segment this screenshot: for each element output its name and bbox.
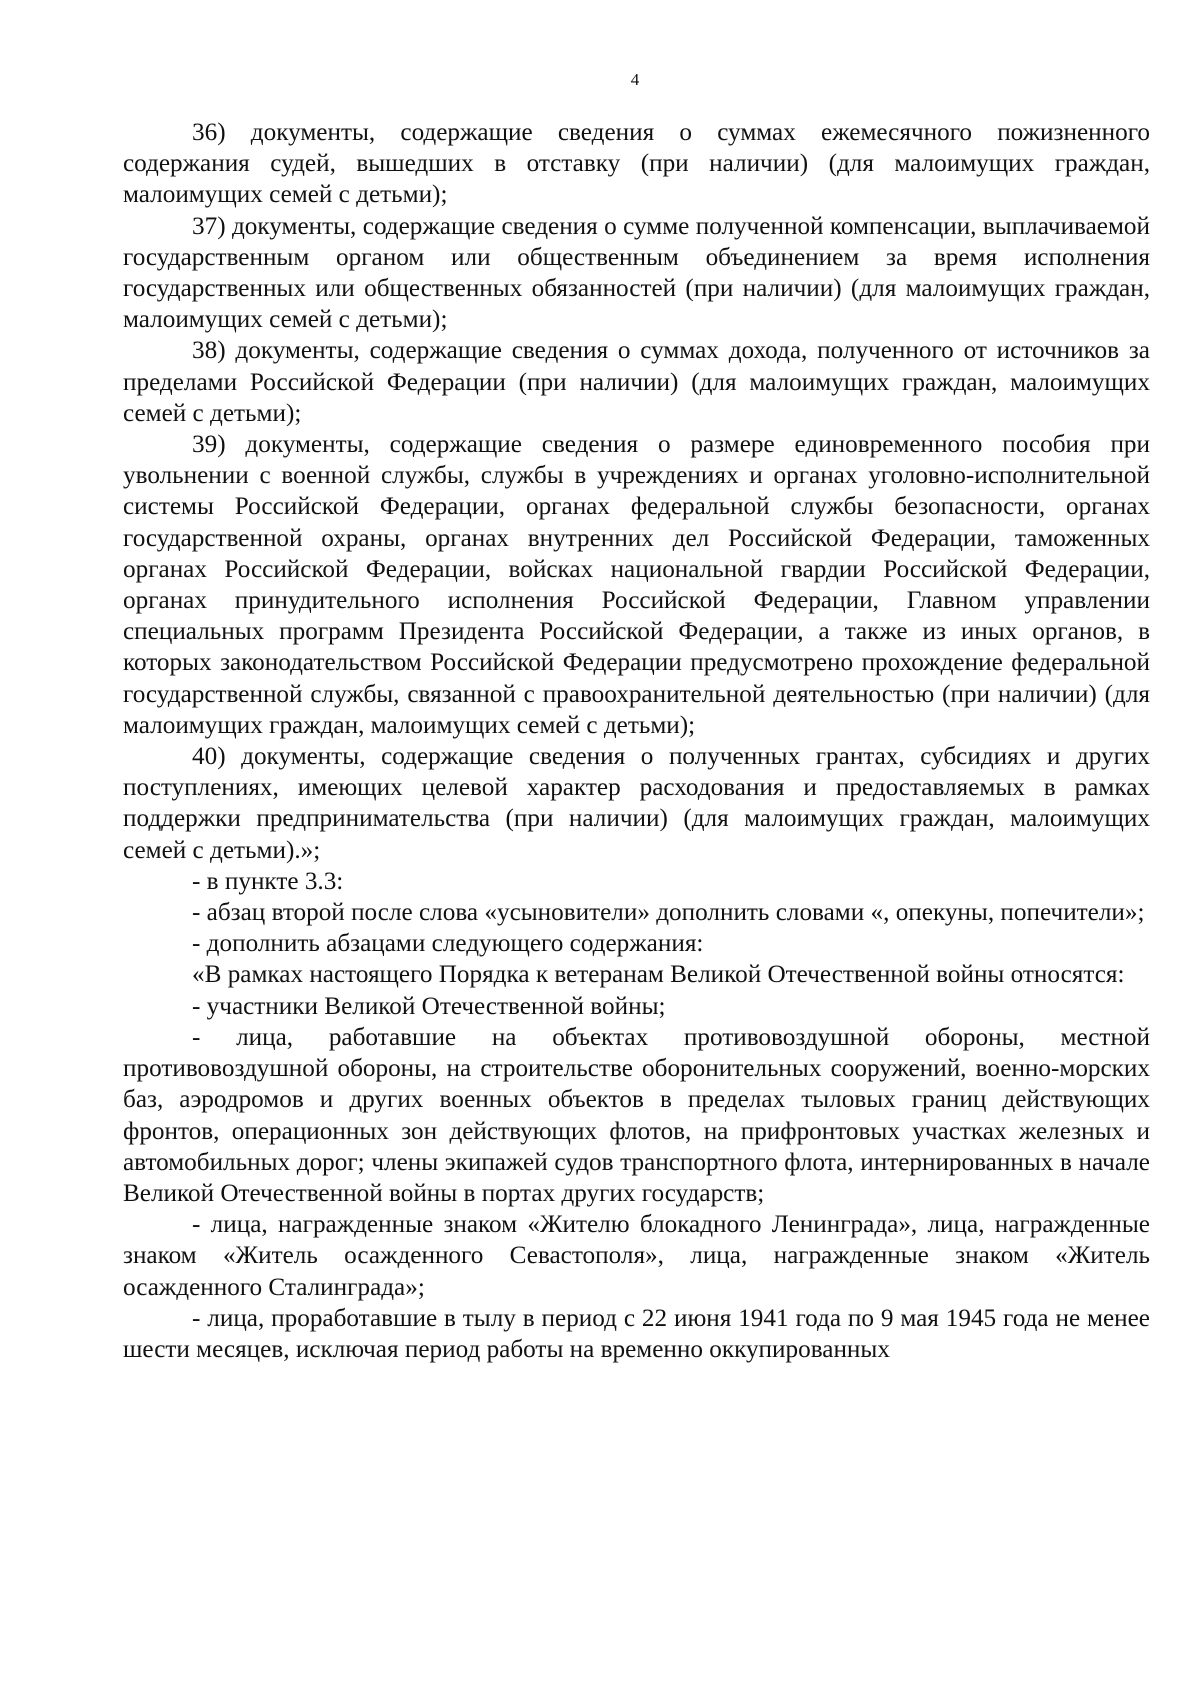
paragraph-veterans-intro: «В рамках настоящего Порядка к ветеранам Великой Отечественной войны относятся: — [192, 961, 1125, 989]
page-number: 4 — [630, 70, 640, 89]
paragraph-participants: - участники Великой Отечественной войны; — [192, 992, 666, 1020]
paragraph-badge-holders: - лица, награжденные знаком «Жителю блокадного Ленинграда», лица, награжденные знаком «Житель осажденного Севастополя», лица, награжденные знаком «Житель осажденного Сталинграда»; — [123, 1211, 1150, 1301]
paragraph-second-abzac: - абзац второй после слова «усыновители» дополнить словами «, опекуны, попечители»; — [192, 899, 1145, 927]
paragraph-add-abzacs: - дополнить абзацами следующего содержания: — [192, 930, 704, 958]
paragraph-point-3-3: - в пункте 3.3: — [192, 867, 344, 895]
paragraph-39: 39) документы, содержащие сведения о размере единовременного пособия при увольнении с военной службы, службы в учреждениях и органах уголовно-исполнительной системы Российской Федерации, органах федеральной службы безопасности, органах государственной охраны, органах внутренних дел Российской Федерации, таможенных органах Российской Федерации, войсках национальной гвардии Российской Федерации, органах принудительного исполнения Российской Федерации, Главном управлении специальных программ Президента Российской Федерации, а также из иных органов, в которых законодательством Российской Федерации предусмотрено прохождение федеральной государственной службы, связанной с правоохранительной деятельностью (при наличии) (для малоимущих граждан, малоимущих семей с детьми); — [123, 431, 1150, 739]
document-body — [123, 117, 1150, 1365]
paragraph-37: 37) документы, содержащие сведения о сумме полученной компенсации, выплачиваемой государственным органом или общественным объединением за время исполнения государственных или общественных обязанностей (при наличии) (для малоимущих граждан, малоимущих семей с детьми); — [123, 212, 1150, 334]
paragraph-36: 36) документы, содержащие сведения о суммах ежемесячного пожизненного содержания судей, вышедших в отставку (при наличии) (для малоимущих граждан, малоимущих семей с детьми); — [123, 119, 1150, 209]
paragraph-38: 38) документы, содержащие сведения о суммах дохода, полученного от источников за пределами Российской Федерации (при наличии) (для малоимущих граждан, малоимущих семей с детьми); — [123, 337, 1150, 427]
paragraph-40: 40) документы, содержащие сведения о полученных грантах, субсидиях и других поступлениях, имеющих целевой характер расходования и предоставляемых в рамках поддержки предпринимательства (при наличии) (для малоимущих граждан, малоимущих семей с детьми).»; — [123, 743, 1150, 864]
paragraph-air-defense-workers: - лица, работавшие на объектах противовоздушной обороны, местной противовоздушной обороны, на строительстве оборонительных сооружений, военно-морских баз, аэродромов и других военных объектов в пределах тыловых границ действующих фронтов, операционных зон действующих флотов, на прифронтовых участках железных и автомобильных дорог; члены экипажей судов транспортного флота, интернированных в начале Великой Отечественной войны в портах других государств; — [123, 1023, 1150, 1207]
paragraph-home-front-workers: - лица, проработавшие в тылу в период с 22 июня 1941 года по 9 мая 1945 года не менее шести месяцев, исключая период работы на временно оккупированных — [123, 1304, 1150, 1363]
